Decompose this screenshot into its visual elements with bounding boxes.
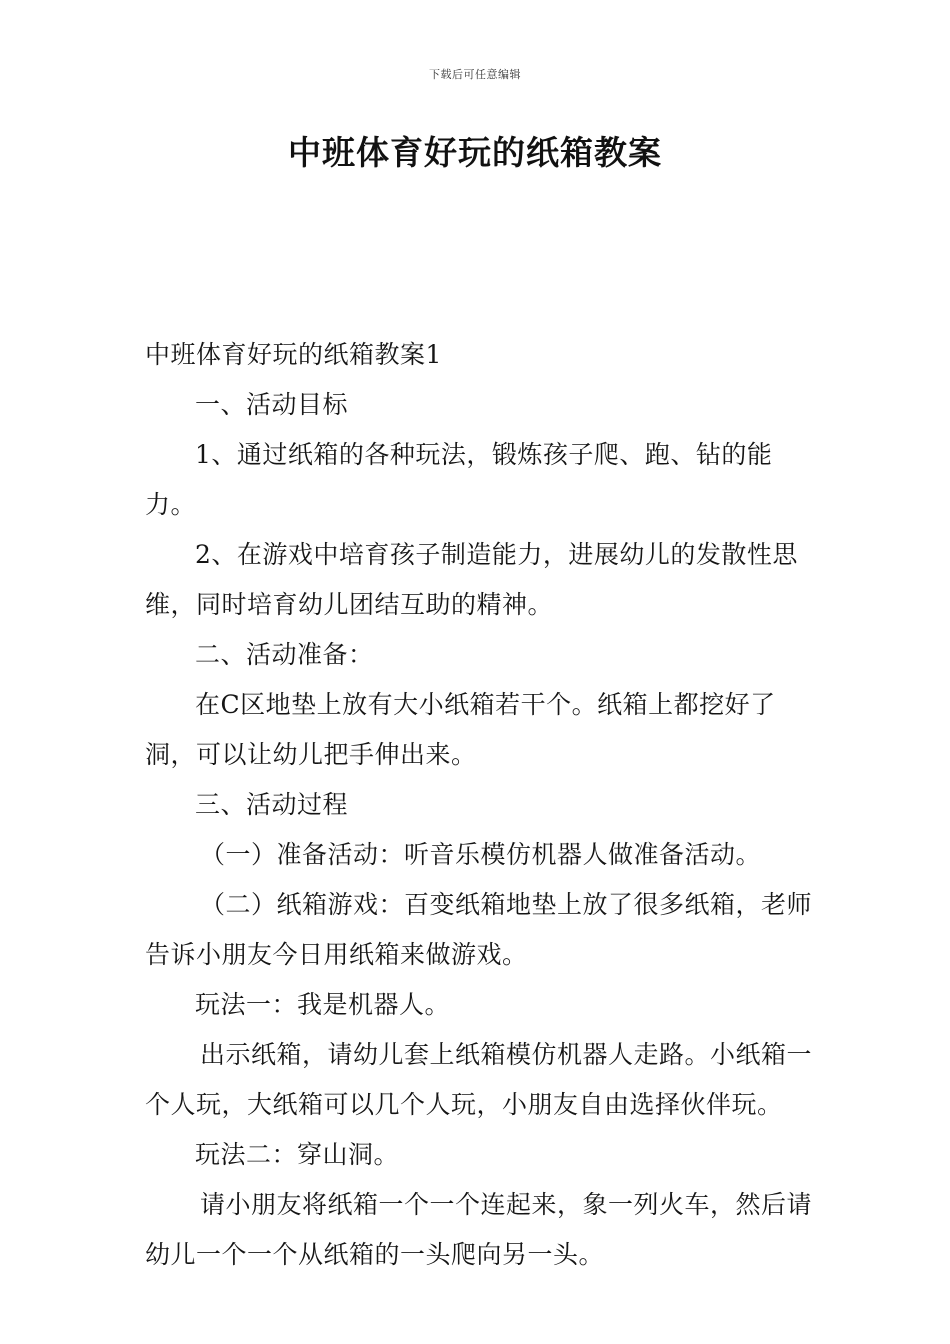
paragraph: 1、通过纸箱的各种玩法，锻炼孩子爬、跑、钻的能力。 [145,440,773,519]
paragraph: 玩法二：穿山洞。 [195,1140,400,1169]
document-title: 中班体育好玩的纸箱教案 [288,133,662,172]
subheading-process: 三、活动过程 [195,790,349,819]
paragraph: 2、在游戏中培育孩子制造能力，进展幼儿的发散性思维，同时培育幼儿团结互助的精神。 [145,540,798,619]
paragraph: （一）准备活动：听音乐模仿机器人做准备活动。 [200,840,762,869]
subheading-preparation: 二、活动准备： [195,640,374,669]
paragraph: 玩法一：我是机器人。 [195,990,451,1019]
paragraph: 出示纸箱，请幼儿套上纸箱模仿机器人走路。小纸箱一个人玩，大纸箱可以几个人玩，小朋友自由选择伙伴玩。 [145,1040,813,1119]
header-note: 下载后可任意编辑 [429,68,521,81]
subheading-goals: 一、活动目标 [195,390,349,419]
document-body [145,330,813,1280]
paragraph: 在C区地垫上放有大小纸箱若干个。纸箱上都挖好了洞，可以让幼儿把手伸出来。 [145,690,776,769]
paragraph: 请小朋友将纸箱一个一个连起来，象一列火车，然后请幼儿一个一个从纸箱的一头爬向另一头。 [145,1190,813,1269]
paragraph: （二）纸箱游戏：百变纸箱地垫上放了很多纸箱，老师告诉小朋友今日用纸箱来做游戏。 [145,890,813,969]
section-heading: 中班体育好玩的纸箱教案1 [145,340,442,369]
